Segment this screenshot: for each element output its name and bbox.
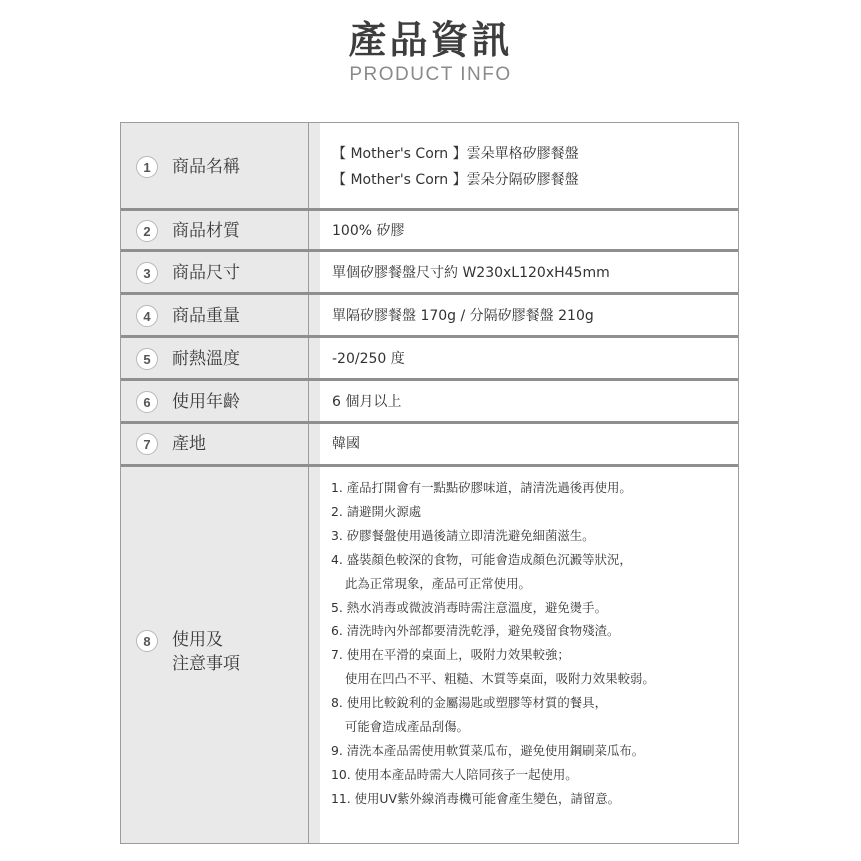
number-badge: 6 [136, 391, 158, 413]
row-label [136, 432, 206, 456]
note-item: 1. 產品打開會有一點點矽膠味道，請清洗過後再使用。 [331, 480, 632, 495]
label-text: 耐熱溫度 [172, 349, 240, 369]
label-text: 商品名稱 [172, 157, 240, 177]
table-row [121, 338, 738, 381]
number-badge: 3 [136, 262, 158, 284]
note-item: 3. 矽膠餐盤使用過後請立即清洗避免細菌滋生。 [331, 527, 595, 543]
number-badge: 7 [136, 433, 158, 455]
note-item: 2. 請避開火源處 [331, 503, 422, 519]
note-item-continuation: 此為正常現象，產品可正常使用。 [345, 575, 531, 591]
product-name-1: 【 Mother's Corn 】雲朵單格矽膠餐盤 [332, 146, 579, 162]
product-name-2: 【 Mother's Corn 】雲朵分隔矽膠餐盤 [332, 172, 579, 188]
number-badge: 8 [136, 630, 158, 652]
page-title: 產品資訊 [348, 18, 513, 62]
table-row [121, 381, 738, 424]
table-row [121, 424, 738, 467]
table-row [121, 211, 738, 252]
row-value: 6 個月以上 [332, 394, 402, 410]
number-badge: 1 [136, 156, 158, 178]
usage-notes-list [331, 476, 655, 811]
row-value: 單個矽膠餐盤尺寸約 W230xL120xH45mm [332, 265, 610, 281]
label-text [172, 628, 240, 676]
table-row [121, 295, 738, 338]
row-label [136, 628, 240, 676]
label-text: 商品材質 [172, 221, 240, 241]
note-item: 7. 使用在平滑的桌面上，吸附力效果較強； [331, 647, 570, 663]
row-value: -20/250 度 [332, 351, 405, 367]
number-badge: 2 [136, 220, 158, 242]
label-text: 商品尺寸 [172, 263, 240, 283]
number-badge: 5 [136, 348, 158, 370]
row-label [136, 347, 240, 371]
note-item: 10. 使用本產品時需大人陪同孩子一起使用。 [331, 766, 578, 782]
label-text: 商品重量 [172, 306, 240, 326]
row-label [136, 304, 240, 328]
note-item: 6. 清洗時內外部都要清洗乾淨，避免殘留食物殘渣。 [331, 623, 620, 639]
note-item-continuation: 可能會造成產品刮傷。 [345, 719, 469, 735]
note-item: 4. 盛裝顏色較深的食物，可能會造成顏色沉澱等狀況， [331, 551, 632, 567]
row-label [136, 261, 240, 285]
note-item: 8. 使用比較銳利的金屬湯匙或塑膠等材質的餐具， [331, 695, 607, 711]
label-text: 使用年齡 [172, 392, 240, 412]
table-row [121, 252, 738, 295]
label-line: 使用及 [172, 630, 223, 650]
label-line: 注意事項 [172, 654, 240, 674]
note-item: 9. 清洗本產品需使用軟質菜瓜布，避免使用鋼刷菜瓜布。 [331, 742, 645, 758]
row-value: 韓國 [332, 436, 360, 452]
label-text: 產地 [172, 434, 206, 454]
note-item: 11. 使用UV紫外線消毒機可能會產生變色，請留意。 [331, 790, 621, 806]
row-label [136, 155, 240, 179]
page-subtitle: PRODUCT INFO [349, 64, 512, 85]
row-label [136, 390, 240, 414]
row-value: 100% 矽膠 [332, 223, 405, 239]
note-item: 5. 熱水消毒或微波消毒時需注意溫度，避免燙手。 [331, 599, 607, 615]
number-badge: 4 [136, 305, 158, 327]
row-label [136, 219, 240, 243]
note-item-continuation: 使用在凹凸不平、粗糙、木質等桌面，吸附力效果較弱。 [345, 671, 655, 687]
table-row [121, 123, 738, 211]
row-value: 單隔矽膠餐盤 170g / 分隔矽膠餐盤 210g [332, 308, 594, 324]
